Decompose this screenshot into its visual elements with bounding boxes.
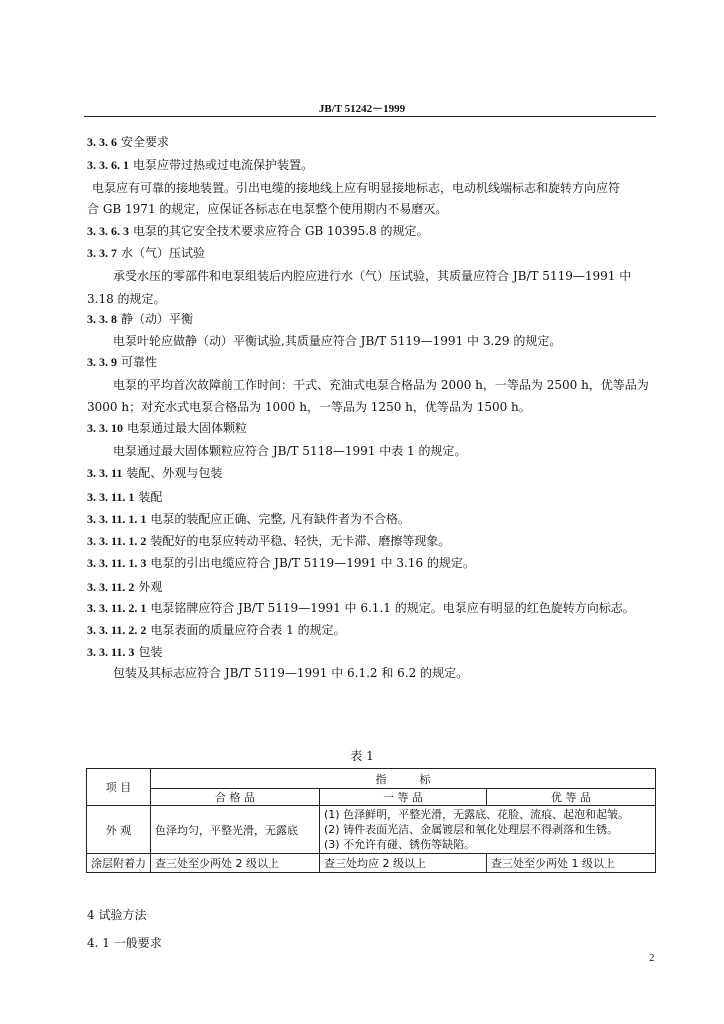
clause-line <box>87 644 162 660</box>
clause-line <box>92 180 620 196</box>
clause-line <box>113 377 649 393</box>
clause-number: 3. 3. 6. 3 <box>87 224 129 238</box>
clause-number: 3. 3. 10 <box>87 421 123 435</box>
clause-line <box>87 157 313 173</box>
clause-text-line: 电泵的引出电缆应符合 JB/T 5119—1991 中 3.16 的规定。 <box>150 556 475 570</box>
clause-number: 3. 3. 8 <box>87 312 117 326</box>
clause-line <box>87 354 157 370</box>
document-header: JB/T 51242－1999 <box>318 103 406 115</box>
clause-line <box>113 333 561 349</box>
clause-text-line: 装配、外观与包装 <box>126 466 223 480</box>
clause-text-line: 承受水压的零部件和电泵组装后内腔应进行水（气）压试验，其质量应符合 JB/T 5119—1991 中 <box>113 269 632 283</box>
appearance-req-1: (1) 色泽鲜明，平整光滑，无露底、花脸、流痕、起泡和起皱。 <box>324 808 630 821</box>
clause-number: 3. 3. 11. 2 <box>87 580 135 594</box>
clause-text-line: 装配 <box>138 490 163 504</box>
clause-line <box>87 201 447 217</box>
table-caption: 表 1 <box>350 749 374 763</box>
header-rule <box>84 116 656 117</box>
appearance-req-2: (2) 铸件表面光洁、金属镀层和氧化处理层不得剥落和生锈。 <box>324 823 619 836</box>
clause-text-line: 电泵通过最大固体颗粒应符合 JB/T 5118—1991 中表 1 的规定。 <box>113 444 467 458</box>
clause-number: 3. 3. 11. 1. 2 <box>87 534 147 548</box>
clause-number: 3. 3. 6. 1 <box>87 158 129 172</box>
clause-number: 3. 3. 11. 1. 1 <box>87 512 147 526</box>
clause-line <box>87 245 205 261</box>
grade-qualified-header: 合 格 品 <box>151 789 320 806</box>
clause-line <box>87 465 222 481</box>
appearance-req-3: (3) 不允许有碰、锈伤等缺陷。 <box>324 838 476 851</box>
clause-line <box>87 622 346 638</box>
clause-line <box>87 533 450 549</box>
clause-text-line: 3000 h；对充水式电泵合格品为 1000 h，一等品为 1250 h，优等品为 1500 h。 <box>87 400 531 414</box>
clause-line <box>87 291 166 307</box>
clause-line <box>113 443 466 459</box>
clause-line <box>87 134 169 150</box>
adhesion-qualified: 查三处至少两处 2 级以上 <box>151 854 320 873</box>
clause-text-line: 可靠性 <box>121 355 158 369</box>
page-number: 2 <box>649 952 655 964</box>
index-header: 指 标 <box>151 769 656 789</box>
quality-table <box>86 768 656 873</box>
section-4-title: 4 试验方法 <box>87 908 147 922</box>
clause-text-line: 合 GB 1971 的规定，应保证各标志在电泵整个使用期内不易磨灭。 <box>87 202 448 216</box>
grade-superior-header: 优 等 品 <box>487 789 656 806</box>
clause-text-line: 电泵的平均首次故障前工作时间：干式、充油式电泵合格品为 2000 h，一等品为 2500 h，优等品为 <box>113 378 649 392</box>
clause-text-line: 包装及其标志应符合 JB/T 5119—1991 中 6.1.2 和 6.2 的规定。 <box>113 666 469 680</box>
clause-text-line: 装配好的电泵应转动平稳、轻快，无卡滞、磨擦等现象。 <box>150 534 451 548</box>
clause-line <box>87 511 410 527</box>
clause-text-line: 3.18 的规定。 <box>87 292 166 306</box>
item-header: 项 目 <box>87 769 151 806</box>
clause-text-line: 电泵铭牌应符合 JB/T 5119—1991 中 6.1.1 的规定。电泵应有明显的红色旋转方向标志。 <box>150 601 635 615</box>
clause-line <box>87 420 247 436</box>
clause-line <box>87 311 193 327</box>
adhesion-label: 涂层附着力 <box>87 854 151 873</box>
appearance-label: 外 观 <box>87 806 151 854</box>
clause-line <box>87 223 428 239</box>
clause-line <box>87 489 162 505</box>
clause-text-line: 电泵表面的质量应符合表 1 的规定。 <box>150 623 346 637</box>
clause-number: 3. 3. 11. 2. 2 <box>87 623 147 637</box>
clause-number: 3. 3. 9 <box>87 355 117 369</box>
clause-number: 3. 3. 11. 1. 3 <box>87 556 147 570</box>
clause-text-line: 电泵叶轮应做静（动）平衡试验,其质量应符合 JB/T 5119—1991 中 3.29 的规定。 <box>113 334 562 348</box>
clause-number: 3. 3. 11 <box>87 466 123 480</box>
clause-number: 3. 3. 11. 2. 1 <box>87 601 147 615</box>
appearance-merged <box>320 806 656 854</box>
clause-text-line: 电泵的其它安全技术要求应符合 GB 10395.8 的规定。 <box>133 224 429 238</box>
clause-line <box>87 555 475 571</box>
section-4-1-title: 4. 1 一般要求 <box>87 936 162 950</box>
clause-line <box>87 579 162 595</box>
clause-line <box>113 665 468 681</box>
clause-text-line: 包装 <box>138 645 163 659</box>
grade-first-header: 一 等 品 <box>320 789 487 806</box>
appearance-qualified: 色泽均匀，平整光滑，无露底 <box>151 806 320 854</box>
adhesion-first: 查三处均应 2 级以上 <box>320 854 487 873</box>
clause-number: 3. 3. 11. 1 <box>87 490 135 504</box>
adhesion-superior: 查三处至少两处 1 级以上 <box>487 854 656 873</box>
clause-line <box>113 268 631 284</box>
clause-text-line: 电泵的装配应正确、完整, 凡有缺件者为不合格。 <box>150 512 410 526</box>
clause-number: 3. 3. 6 <box>87 135 117 149</box>
clause-number: 3. 3. 11. 3 <box>87 645 135 659</box>
clause-text-line: 静（动）平衡 <box>121 312 194 326</box>
clause-text-line: 安全要求 <box>121 135 170 149</box>
clause-text-line: 电泵应有可靠的接地装置。引出电缆的接地线上应有明显接地标志，电动机线端标志和旋转方向应符 <box>92 181 621 195</box>
clause-text-line: 电泵通过最大固体颗粒 <box>127 421 248 435</box>
clause-text-line: 水（气）压试验 <box>121 246 206 260</box>
clause-text-line: 外观 <box>138 580 163 594</box>
clause-line <box>87 600 635 616</box>
clause-line <box>87 399 531 415</box>
clause-text-line: 电泵应带过热或过电流保护装置。 <box>133 158 314 172</box>
clause-number: 3. 3. 7 <box>87 246 117 260</box>
